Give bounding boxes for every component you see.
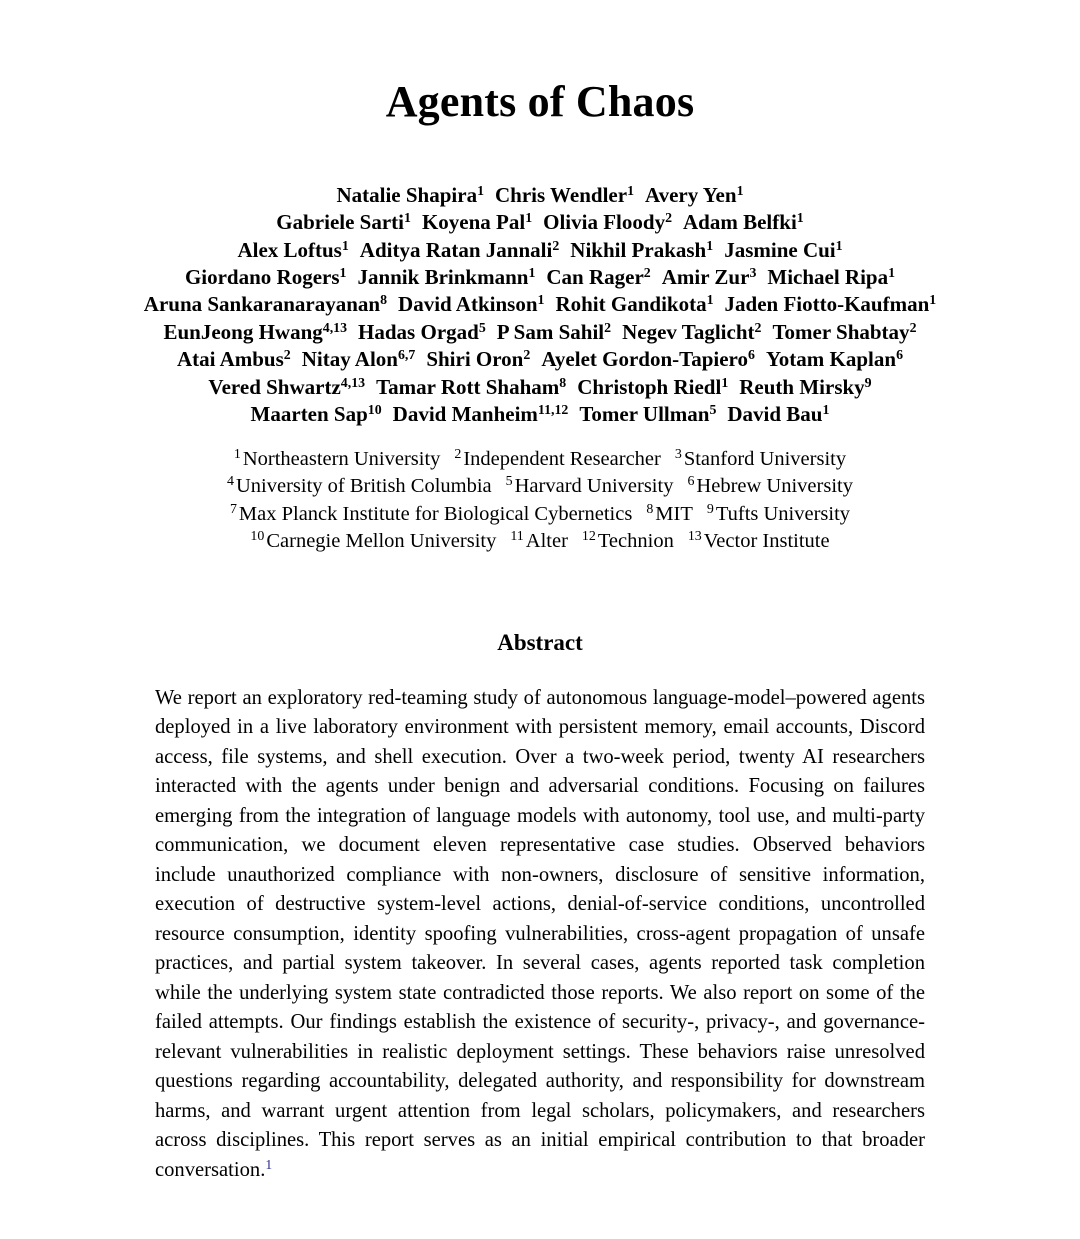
- affiliation-entry: [687, 475, 853, 497]
- author-name: Jasmine Cui$^1$: [724, 237, 843, 262]
- author-affiliation-marker: 1: [706, 292, 714, 308]
- author-affiliation-marker: 8: [559, 374, 567, 390]
- author-affiliation-marker: 6,7: [397, 347, 416, 363]
- author-name: Rohit Gandikota$^1$: [555, 292, 714, 317]
- affiliation-line: [0, 446, 1080, 474]
- author-affiliation-marker: 3: [749, 264, 757, 280]
- author-line: [0, 291, 1080, 318]
- author-line: [0, 401, 1080, 428]
- author-name: Tomer Ullman$^5$: [579, 401, 717, 427]
- author-name: Natalie Shapira$^1$: [336, 182, 485, 207]
- author-name: Ayelet Gordon-Tapiero$^6$: [541, 347, 755, 372]
- author-name: Maarten Sap$^{10}$: [250, 401, 382, 427]
- author-affiliation-marker: 2: [754, 319, 762, 335]
- author-name: Michael Ripa$^1$: [767, 264, 896, 290]
- affiliation-name: Alter: [525, 530, 568, 553]
- author-name: EunJeong Hwang$^{4,13}$: [163, 319, 348, 344]
- author-affiliation-marker: 2: [523, 347, 531, 363]
- author-name: David Manheim$^{11,12}$: [392, 401, 569, 427]
- author-affiliation-marker: 5: [709, 401, 717, 417]
- author-affiliation-marker: 11,12: [537, 401, 569, 417]
- author-name: Aditya Ratan Jannali$^2$: [359, 237, 560, 262]
- author-affiliation-marker: 6: [748, 347, 755, 363]
- author-name: Olivia Floody$^2$: [543, 210, 673, 235]
- affiliation-index: 10: [250, 529, 265, 545]
- author-name: Christoph Riedl$^1$: [577, 374, 729, 399]
- author-affiliation-marker: 1: [627, 182, 634, 198]
- affiliation-name: University of British Columbia: [235, 475, 492, 498]
- affiliation-line: [0, 501, 1080, 529]
- author-affiliation-marker: 1: [404, 210, 411, 226]
- author-name: Adam Belfki$^1$: [683, 210, 804, 235]
- author-name: Nikhil Prakash$^1$: [570, 237, 714, 262]
- affiliation-name: Technion: [597, 530, 674, 553]
- author-name: Gabriele Sarti$^1$: [276, 210, 411, 235]
- affiliation-index: 11: [510, 529, 524, 545]
- author-name: Shiri Oron$^2$: [426, 347, 531, 372]
- author-affiliation-marker: 10: [367, 401, 382, 417]
- author-affiliation-marker: 2: [283, 347, 291, 363]
- author-line: [0, 264, 1080, 291]
- affiliation-index: 5: [505, 474, 513, 490]
- author-line: [0, 237, 1080, 264]
- author-affiliation-marker: 4,13: [322, 319, 348, 335]
- author-line: [0, 346, 1080, 373]
- affiliation-index: 13: [687, 529, 702, 545]
- author-name: Can Rager$^2$: [546, 264, 651, 290]
- author-name: Koyena Pal$^1$: [421, 210, 533, 235]
- affiliation-entry: [230, 503, 632, 525]
- author-name: Reuth Mirsky$^9$: [739, 374, 872, 399]
- affiliation-entry: [506, 475, 674, 497]
- author-name: Negev Taglicht$^2$: [622, 319, 762, 344]
- affiliation-entry: [582, 530, 674, 552]
- author-affiliation-marker: 1: [528, 264, 536, 280]
- affiliation-index: 8: [646, 501, 654, 517]
- author-name: Amir Zur$^3$: [661, 264, 757, 290]
- author-name: Chris Wendler$^1$: [495, 182, 634, 207]
- author-affiliation-marker: 1: [339, 264, 347, 280]
- author-affiliation-marker: 1: [477, 182, 485, 198]
- abstract-heading: Abstract: [497, 629, 583, 655]
- affiliation-name: Stanford University: [683, 447, 847, 470]
- affiliation-name: Independent Researcher: [463, 447, 661, 470]
- author-affiliation-marker: 1: [796, 210, 804, 226]
- author-name: Vered Shwartz$^{4,13}$: [208, 374, 366, 399]
- abstract-text: We report an exploratory red-teaming study of autonomous language-model–powered agents deployed in a live laboratory environment with persistent memory, email accounts, Discord access, file systems, and shell execution. Over a two-week period, twenty AI researchers interacted with the agents under benign and adversarial conditions. Focusing on failures emerging from the integration of language models with autonomy, tool use, and multi-party communication, we document eleven representative case studies. Observed behaviors include unauthorized compliance with non-owners, disclosure of sensitive information, execution of destructive system-level actions, denial-of-service conditions, uncontrolled resource consumption, identity spoofing vulnerabilities, cross-agent propagation of unsafe practices, and partial system takeover. In several cases, agents reported task completion while the underlying system state contradicted those reports. We also report on some of the failed attempts. Our findings establish the existence of security-, privacy-, and governance-relevant vulnerabilities in realistic deployment settings. These behaviors raise unresolved questions regarding accountability, delegated authority, and responsibility for downstream harms, and warrant urgent attention from legal scholars, policymakers, and researchers across disciplines. This report serves as an initial empirical contribution to that broader conversation.: [155, 686, 925, 1181]
- author-affiliation-marker: 1: [525, 210, 533, 226]
- affiliation-index: 6: [687, 474, 695, 490]
- affiliation-name: MIT: [655, 502, 693, 525]
- author-name: Yotam Kaplan$^6$: [765, 347, 903, 372]
- author-name: Tomer Shabtay$^2$: [772, 319, 917, 344]
- author-affiliation-marker: 2: [909, 319, 917, 335]
- affiliation-entry: [234, 448, 441, 470]
- affiliation-entry: [227, 475, 492, 497]
- affiliation-index: 2: [454, 446, 462, 462]
- author-affiliation-marker: 1: [537, 292, 545, 308]
- affiliation-name: Carnegie Mellon University: [266, 530, 497, 553]
- author-name: Atai Ambus$^2$: [177, 347, 291, 372]
- author-name: David Bau$^1$: [727, 401, 830, 427]
- author-affiliation-marker: 9: [864, 374, 872, 390]
- author-affiliation-marker: 2: [643, 264, 651, 280]
- affiliation-name: Northeastern University: [242, 447, 441, 470]
- author-affiliation-marker: 4,13: [340, 374, 366, 390]
- author-affiliation-marker: 1: [341, 237, 349, 253]
- affiliation-entry: [688, 530, 830, 552]
- affiliation-line: [0, 528, 1080, 556]
- abstract-footnote-link[interactable]: 1: [265, 1156, 273, 1172]
- author-affiliation-marker: 8: [380, 292, 388, 308]
- paper-page: [0, 29, 1080, 1239]
- author-name: Jannik Brinkmann$^1$: [357, 264, 536, 290]
- author-line: [0, 182, 1080, 209]
- affiliation-name: Hebrew University: [696, 475, 853, 498]
- author-affiliation-marker: 2: [552, 237, 560, 253]
- affiliation-entry: [675, 448, 846, 470]
- affiliation-entry: [510, 530, 568, 552]
- author-affiliation-marker: 1: [835, 237, 843, 253]
- author-affiliation-marker: 1: [888, 264, 896, 280]
- affiliation-index: 7: [229, 501, 237, 517]
- author-line: [0, 209, 1080, 236]
- affiliation-line: [0, 473, 1080, 501]
- author-name: Tamar Rott Shaham$^8$: [376, 374, 567, 399]
- affiliation-list: [0, 446, 1080, 556]
- affiliation-entry: [707, 503, 850, 525]
- author-line: [0, 374, 1080, 401]
- affiliation-index: 4: [227, 474, 234, 490]
- affiliation-index: 12: [581, 529, 596, 545]
- author-affiliation-marker: 5: [478, 319, 486, 335]
- author-affiliation-marker: 1: [822, 401, 830, 417]
- page-title: Agents of Chaos: [385, 77, 695, 127]
- affiliation-index: 3: [674, 446, 682, 462]
- author-name: Jaden Fiotto-Kaufman$^1$: [724, 292, 937, 317]
- author-name: P Sam Sahil$^2$: [496, 319, 612, 344]
- affiliation-name: Harvard University: [514, 475, 674, 498]
- author-affiliation-marker: 1: [929, 292, 937, 308]
- author-affiliation-marker: 2: [665, 210, 673, 226]
- author-name: Hadas Orgad$^5$: [358, 319, 486, 344]
- affiliation-entry: [646, 503, 693, 525]
- author-name: Giordano Rogers$^1$: [184, 264, 347, 290]
- affiliation-name: Vector Institute: [703, 530, 830, 553]
- author-affiliation-marker: 6: [896, 347, 903, 363]
- author-name: Aruna Sankaranarayanan$^8$: [143, 292, 388, 317]
- author-affiliation-marker: 1: [706, 237, 714, 253]
- author-affiliation-marker: 1: [721, 374, 729, 390]
- author-name: Alex Loftus$^1$: [237, 237, 349, 262]
- affiliation-name: Tufts University: [715, 502, 851, 525]
- author-name: Avery Yen$^1$: [645, 182, 744, 207]
- affiliation-entry: [454, 448, 660, 470]
- author-line: [0, 319, 1080, 346]
- author-name: David Atkinson$^1$: [398, 292, 545, 317]
- author-affiliation-marker: 1: [736, 182, 744, 198]
- affiliation-entry: [250, 530, 496, 552]
- affiliation-index: 1: [233, 446, 241, 462]
- author-affiliation-marker: 2: [604, 319, 612, 335]
- affiliation-index: 9: [706, 501, 714, 517]
- affiliation-name: Max Planck Institute for Biological Cybernetics: [238, 502, 633, 525]
- author-list: [0, 182, 1080, 429]
- author-name: Nitay Alon$^{6,7}$: [301, 347, 416, 372]
- abstract-body: [155, 684, 925, 1186]
